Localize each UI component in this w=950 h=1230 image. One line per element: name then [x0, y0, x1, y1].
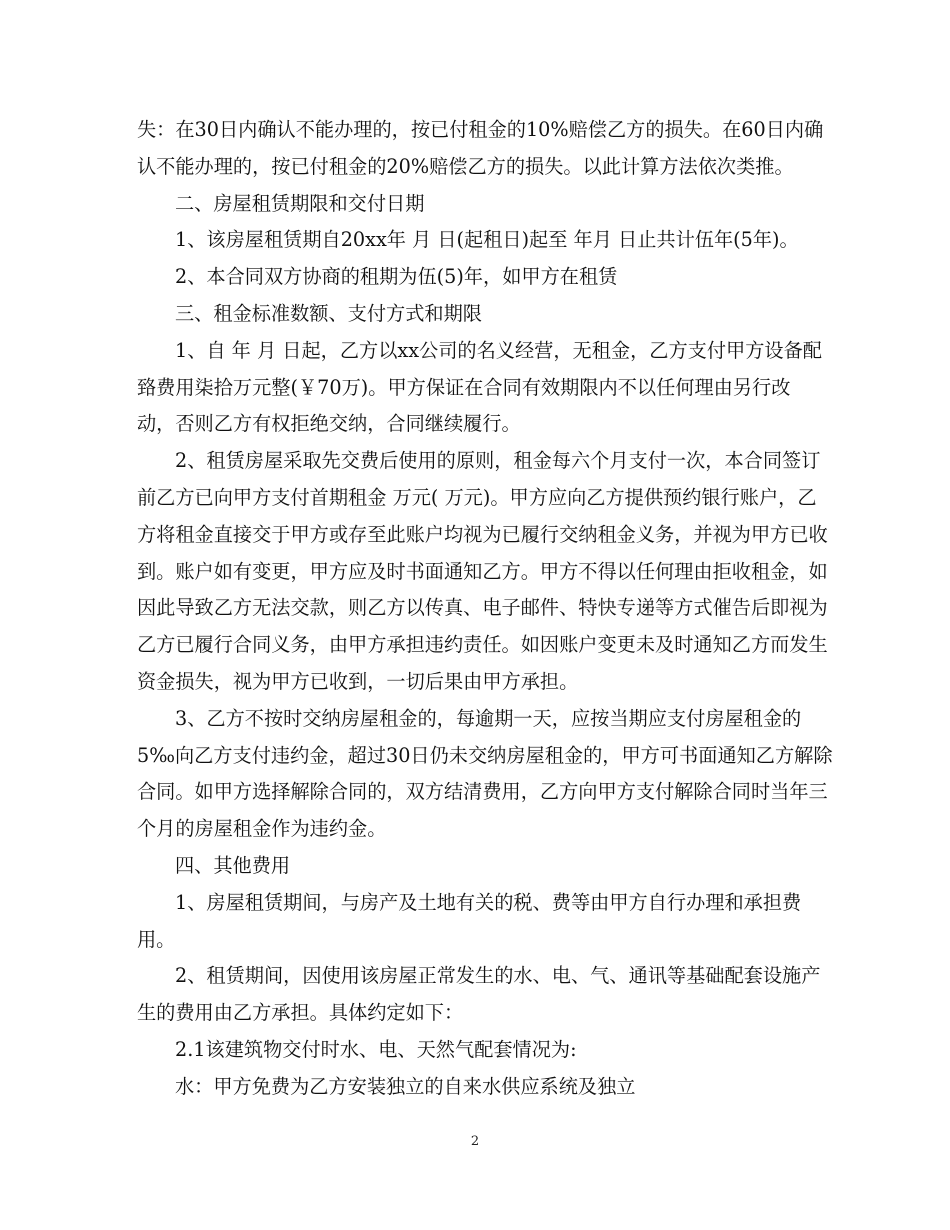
text-line: 动，否则乙方有权拒绝交纳，合同继续履行。 [137, 412, 521, 436]
text-line: 到。账户如有变更，甲方应及时书面通知乙方。甲方不得以任何理由拒收租金，如 [137, 559, 828, 583]
text-line: 1、房屋租赁期间，与房产及土地有关的税、费等由甲方自行办理和承担费 [175, 890, 802, 914]
text-line: 资金损失，视为甲方已收到，一切后果由甲方承担。 [137, 669, 579, 693]
section-heading: 四、其他费用 [175, 853, 291, 877]
text-line: 1、自 年 月 日起，乙方以xx公司的名义经营，无租金，乙方支付甲方设备配 [175, 338, 822, 362]
text-line: 2、租赁期间，因使用该房屋正常发生的水、电、气、通讯等基础配套设施产 [175, 964, 821, 988]
text-line: 前乙方已向甲方支付首期租金 万元( 万元)。甲方应向乙方提供预约银行账户，乙 [137, 485, 817, 509]
document-body [137, 112, 833, 1106]
text-line: 臵费用柒拾万元整(￥70万)。甲方保证在合同有效期限内不以任何理由另行改 [137, 375, 791, 399]
text-line: 因此导致乙方无法交款，则乙方以传真、电子邮件、特快专递等方式催告后即视为 [137, 596, 828, 620]
section-heading: 二、房屋租赁期限和交付日期 [175, 191, 425, 215]
text-line: 乙方已履行合同义务，由甲方承担违约责任。如因账户变更未及时通知乙方而发生 [137, 633, 828, 657]
page-number: 2 [470, 1134, 480, 1149]
text-line: 2、本合同双方协商的租期为伍(5)年，如甲方在租赁 [175, 265, 618, 289]
text-line: 方将租金直接交于甲方或存至此账户均视为已履行交纳租金义务，并视为甲方已收 [137, 522, 828, 546]
text-line: 用。 [137, 927, 176, 951]
text-line: 5‰向乙方支付违约金，超过30日仍未交纳房屋租金的，甲方可书面通知乙方解除 [137, 743, 833, 767]
text-line: 失：在30日内确认不能办理的，按已付租金的10%赔偿乙方的损失。在60日内确 [137, 118, 824, 141]
text-line: 认不能办理的，按已付租金的20%赔偿乙方的损失。以此计算方法依次类推。 [137, 154, 794, 178]
text-line: 1、该房屋租赁期自20xx年 月 日(起租日)起至 年月 日止共计伍年(5年)。 [175, 228, 799, 252]
text-line: 个月的房屋租金作为违约金。 [137, 817, 387, 841]
section-heading: 三、租金标准数额、支付方式和期限 [175, 301, 482, 325]
text-line: 合同。如甲方选择解除合同的，双方结清费用，乙方向甲方支付解除合同时当年三 [137, 780, 828, 804]
text-line: 3、乙方不按时交纳房屋租金的，每逾期一天，应按当期应支付房屋租金的 [175, 706, 802, 730]
text-line: 2、租赁房屋采取先交费后使用的原则，租金每六个月支付一次，本合同签订 [175, 449, 821, 473]
text-line: 2.1该建筑物交付时水、电、天然气配套情况为: [175, 1037, 577, 1061]
text-line: 水：甲方免费为乙方安装独立的自来水供应系统及独立 [175, 1074, 636, 1098]
text-line: 生的费用由乙方承担。具体约定如下： [137, 1001, 464, 1025]
